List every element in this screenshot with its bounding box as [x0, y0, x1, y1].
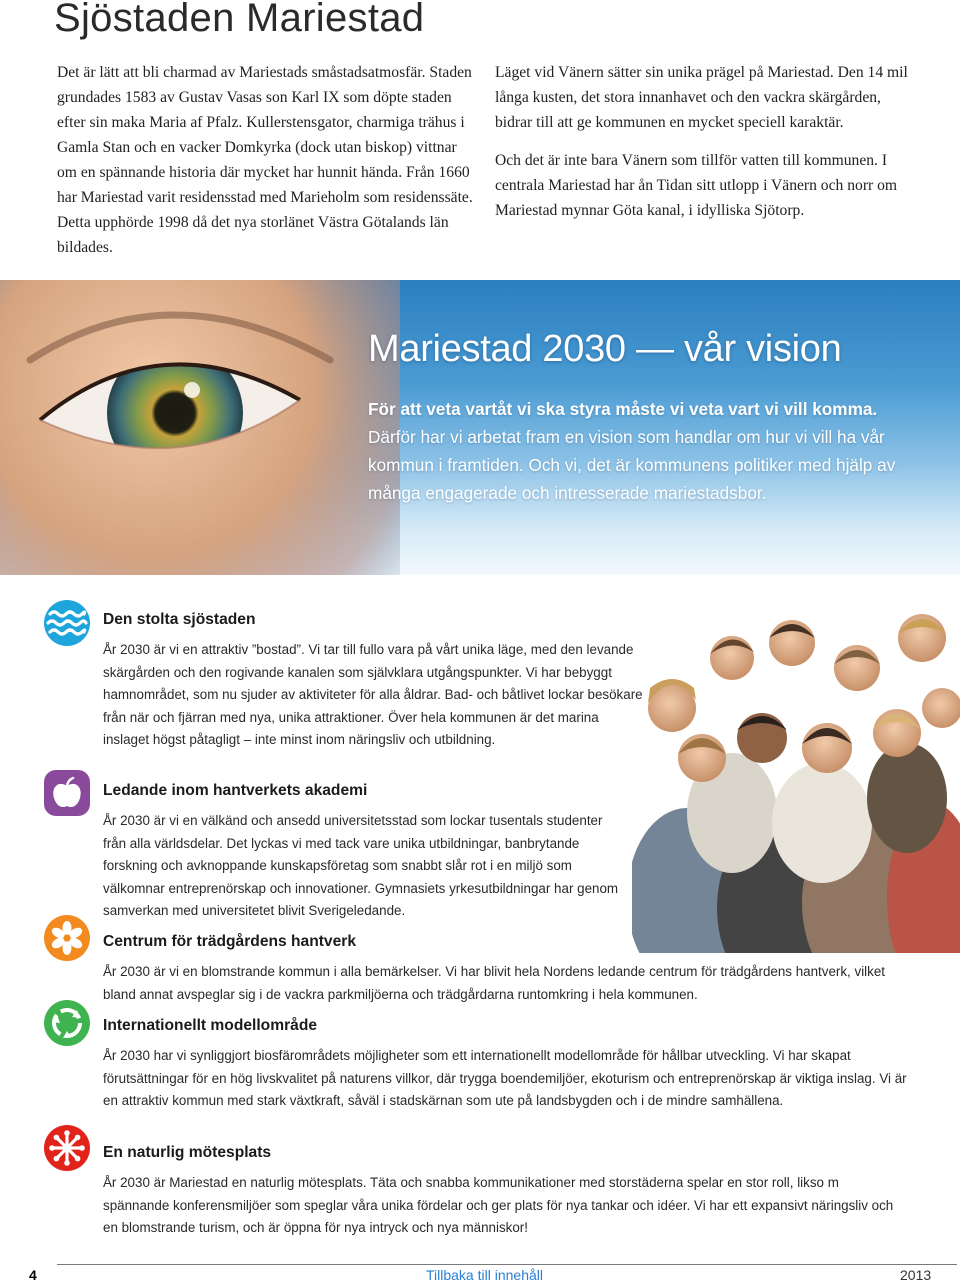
vision-text [368, 395, 913, 507]
flower-icon [44, 915, 90, 961]
waves-icon [44, 600, 90, 646]
section-text: År 2030 är vi en attraktiv ”bostad”. Vi tar till fullo vara på vårt unika läge, med den levande skärgården och den rogivande kanalen som självklara utgångspunkter. Vi har bebyggt hamnområdet, som nu sjuder av aktiviteter för alla åldrar. Bad- och båtlivet lockar besökare från när och fjärran med nya, unika attraktioner. Över hela kommunen är det marina inslaget högst påtagligt – inte minst inom näringsliv och utbildning. [103, 642, 643, 748]
footer-year: 2013 [900, 1267, 932, 1283]
footer-page-box [0, 1266, 45, 1286]
vision-banner [0, 280, 960, 575]
section-motesplats [103, 1144, 903, 1240]
section-text: År 2030 är vi en blomstrande kommun i alla bemärkelser. Vi har blivit hela Nordens ledande centrum för trädgårdens hantverk, vilket bland annat avspeglar sig i de vackra parkmiljöerna och trädgårdarna runtomkring i hela kommunen. [103, 964, 886, 1002]
vision-body: Därför har vi arbetat fram en vision som handlar om hur vi vill ha vår kommun i framtiden. Och vi, det är kommunens politiker med hjälp av många engagerade och intresserade mariestadsbor. [368, 427, 896, 503]
section-title: En naturlig mötesplats [103, 1144, 272, 1161]
recycle-icon [44, 1000, 90, 1046]
section-modellomrade [103, 1017, 913, 1113]
section-title: Centrum för trädgårdens hantverk [103, 933, 357, 950]
vision-lead: För att veta vartåt vi ska styra måste vi veta vart vi vill komma. [368, 399, 878, 419]
section-text: År 2030 är Mariestad en naturlig mötesplats. Täta och snabba kommunikationer med storstäderna spelar en stor roll, likso m spännande konferensmiljöer som speglar våra unika fördelar och ger plats för nya tankar och idéer. Vi har ett expansivt näringsliv och en blomstrande turism, och är öppna för nya intryck och nya människor! [103, 1175, 894, 1236]
intro-right-column [495, 60, 913, 236]
apple-icon [44, 770, 90, 816]
vision-heading: Mariestad 2030 — vår vision [368, 328, 842, 370]
meeting-star-icon [44, 1125, 90, 1171]
intro-left-column [57, 60, 475, 273]
section-sjostaden [103, 611, 643, 752]
page-number: 4 [29, 1267, 37, 1283]
section-title: Ledande inom hantverkets akademi [103, 782, 368, 799]
footer-divider [57, 1264, 957, 1265]
intro-paragraph: Det är lätt att bli charmad av Mariestads småstadsatmosfär. Staden grundades 1583 av Gustav Vasas son Karl IX som döpte staden efter sin maka Maria af Pfalz. Kullerstensgator, charmiga trähus i Gamla Stan och en vacker Domkyrka (dock utan biskop) vittnar om en spännande historia där mycket har hunnit hända. Från 1660 har Mariestad varit residensstad med Marieholm som residenssäte. Detta upphörde 1998 då det nya storlänet Västra Götalands län bildades. [57, 64, 473, 256]
page-title: Sjöstaden Mariestad [54, 0, 425, 40]
section-tradgard [103, 933, 903, 1006]
section-title: Den stolta sjöstaden [103, 611, 256, 628]
section-text: År 2030 har vi synliggjort biosfärområdets möjligheter som ett internationellt modellområde för hållbar utveckling. Vi har skapat förutsättningar för en hög livskvalitet på naturens villkor, där trygga boendemiljöer, ekoturism och entreprenörskap är viktiga inslag. Vi är en attraktiv kommun med stark växtkraft, såväl i stadskärnan som ute på landsbygden och i de mindre samhällena. [103, 1048, 907, 1109]
section-text: År 2030 är vi en välkänd och ansedd universitetsstad som lockar tusentals studenter från alla världsdelar. Det lyckas vi med tack vare unika utbildningar, banbrytande forskning och avknoppande kunskapsföretag som snabbt slår rot i en miljö som välkomnar entreprenörskap och innovationer. Gymnasiets yrkesutbildningar har genom samverkan med universitetet blivit Sverigeledande. [103, 813, 619, 919]
section-title: Internationellt modellområde [103, 1017, 318, 1034]
section-akademi [103, 782, 623, 923]
group-photo [632, 598, 960, 953]
back-to-contents-link[interactable]: Tillbaka till innehåll [426, 1267, 543, 1283]
intro-paragraph: Och det är inte bara Vänern som tillför vatten till kommunen. I centrala Mariestad har ån Tidan sitt utlopp i Vänern och norr om Mariestad mynnar Göta kanal, i idylliska Sjötorp. [495, 152, 898, 219]
intro-paragraph: Läget vid Vänern sätter sin unika prägel på Mariestad. Den 14 mil långa kusten, det stora innanhavet och den vackra skärgården, bidrar till att ge kommunen en mycket speciell karaktär. [495, 64, 908, 131]
